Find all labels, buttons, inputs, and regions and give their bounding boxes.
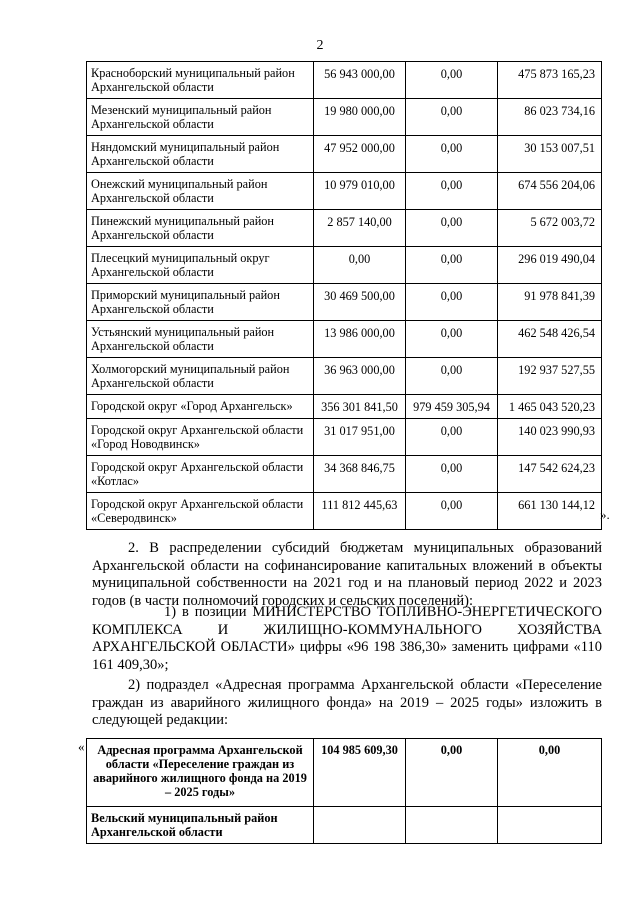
value-cell-3: 30 153 007,51 — [498, 136, 602, 173]
value-cell-2: 0,00 — [406, 62, 498, 99]
value-cell-2: 0,00 — [406, 136, 498, 173]
value-cell-3: 140 023 990,93 — [498, 419, 602, 456]
value-cell-1: 111 812 445,63 — [314, 493, 406, 530]
value-cell-3: 192 937 527,55 — [498, 358, 602, 395]
paragraph-subsidy-distribution: 2. В распределении субсидий бюджетам муниципальных образований Архангельской области на софинансирование капитальных вложений в объекты муниципальной собственности на 2021 год и на плановый период 2022 и 2023 годов (в части полномочий городских и сельских поселений): — [92, 540, 602, 609]
district-value-cell — [314, 807, 406, 844]
paragraph-item-2: 2) подраздел «Адресная программа Архангельской области «Переселение граждан из аварийного жилищного фонда» на 2019 – 2025 годы» изложить в следующей редакции: — [92, 677, 602, 729]
table-row — [87, 173, 602, 210]
table-row — [87, 493, 602, 530]
value-cell-3: 5 672 003,72 — [498, 210, 602, 247]
value-cell-3: 661 130 144,12 — [498, 493, 602, 530]
table-row — [87, 456, 602, 493]
value-cell-1: 30 469 500,00 — [314, 284, 406, 321]
value-cell-1: 356 301 841,50 — [314, 395, 406, 419]
value-cell-2: 0,00 — [406, 284, 498, 321]
value-cell-2: 0,00 — [406, 493, 498, 530]
district-value-cell — [498, 807, 602, 844]
page-number: 2 — [316, 38, 324, 53]
value-cell-3: 674 556 204,06 — [498, 173, 602, 210]
table-row — [87, 136, 602, 173]
value-cell-3: 147 542 624,23 — [498, 456, 602, 493]
value-cell-1: 10 979 010,00 — [314, 173, 406, 210]
municipality-name-cell: Красноборский муниципальный район Архангельской области — [87, 62, 314, 99]
municipality-name-cell: Мезенский муниципальный район Архангельской области — [87, 99, 314, 136]
program-table — [86, 738, 602, 844]
closing-quote: ». — [600, 507, 610, 522]
program-name-cell: Адресная программа Архангельской области «Переселение граждан из аварийного жилищного фонда на 2019 – 2025 годы» — [87, 739, 314, 807]
value-cell-3: 1 465 043 520,23 — [498, 395, 602, 419]
district-value-cell — [406, 807, 498, 844]
municipality-name-cell: Городской округ Архангельской области «Северодвинск» — [87, 493, 314, 530]
program-value-cell: 0,00 — [498, 739, 602, 807]
program-value-cell: 0,00 — [406, 739, 498, 807]
value-cell-3: 86 023 734,16 — [498, 99, 602, 136]
value-cell-1: 47 952 000,00 — [314, 136, 406, 173]
table-row — [87, 395, 602, 419]
municipality-name-cell: Городской округ Архангельской области «Котлас» — [87, 456, 314, 493]
value-cell-1: 0,00 — [314, 247, 406, 284]
program-value-cell: 104 985 609,30 — [314, 739, 406, 807]
table-row — [87, 321, 602, 358]
municipality-name-cell: Пинежский муниципальный район Архангельской области — [87, 210, 314, 247]
value-cell-3: 296 019 490,04 — [498, 247, 602, 284]
value-cell-2: 979 459 305,94 — [406, 395, 498, 419]
value-cell-3: 475 873 165,23 — [498, 62, 602, 99]
municipality-name-cell: Няндомский муниципальный район Архангельской области — [87, 136, 314, 173]
municipality-name-cell: Плесецкий муниципальный округ Архангельской области — [87, 247, 314, 284]
table-row — [87, 210, 602, 247]
municipality-name-cell: Приморский муниципальный район Архангельской области — [87, 284, 314, 321]
paragraph-item-1: 1) в позиции МИНИСТЕРСТВО ТОПЛИВНО-ЭНЕРГЕТИЧЕСКОГО КОМПЛЕКСА И ЖИЛИЩНО-КОММУНАЛЬНОГО ХОЗЯЙСТВА АРХАНГЕЛЬСКОЙ ОБЛАСТИ» цифры «96 198 386,30» заменить цифрами «110 161 409,30»; — [92, 604, 602, 673]
subsidy-table — [86, 61, 602, 530]
value-cell-3: 462 548 426,54 — [498, 321, 602, 358]
value-cell-1: 31 017 951,00 — [314, 419, 406, 456]
value-cell-2: 0,00 — [406, 456, 498, 493]
table-row — [87, 807, 602, 844]
value-cell-2: 0,00 — [406, 419, 498, 456]
table-row — [87, 358, 602, 395]
value-cell-2: 0,00 — [406, 247, 498, 284]
value-cell-3: 91 978 841,39 — [498, 284, 602, 321]
value-cell-1: 36 963 000,00 — [314, 358, 406, 395]
value-cell-2: 0,00 — [406, 99, 498, 136]
opening-quote: « — [78, 739, 85, 754]
table-row — [87, 284, 602, 321]
value-cell-1: 19 980 000,00 — [314, 99, 406, 136]
district-name-cell: Вельский муниципальный район Архангельской области — [87, 807, 314, 844]
table-row — [87, 247, 602, 284]
value-cell-1: 2 857 140,00 — [314, 210, 406, 247]
municipality-name-cell: Онежский муниципальный район Архангельской области — [87, 173, 314, 210]
value-cell-1: 56 943 000,00 — [314, 62, 406, 99]
table-row — [87, 419, 602, 456]
table-row — [87, 62, 602, 99]
value-cell-1: 34 368 846,75 — [314, 456, 406, 493]
value-cell-1: 13 986 000,00 — [314, 321, 406, 358]
value-cell-2: 0,00 — [406, 321, 498, 358]
table-row — [87, 739, 602, 807]
value-cell-2: 0,00 — [406, 358, 498, 395]
municipality-name-cell: Городской округ «Город Архангельск» — [87, 395, 314, 419]
municipality-name-cell: Городской округ Архангельской области «Город Новодвинск» — [87, 419, 314, 456]
value-cell-2: 0,00 — [406, 173, 498, 210]
table-row — [87, 99, 602, 136]
municipality-name-cell: Холмогорский муниципальный район Архангельской области — [87, 358, 314, 395]
municipality-name-cell: Устьянский муниципальный район Архангельской области — [87, 321, 314, 358]
value-cell-2: 0,00 — [406, 210, 498, 247]
